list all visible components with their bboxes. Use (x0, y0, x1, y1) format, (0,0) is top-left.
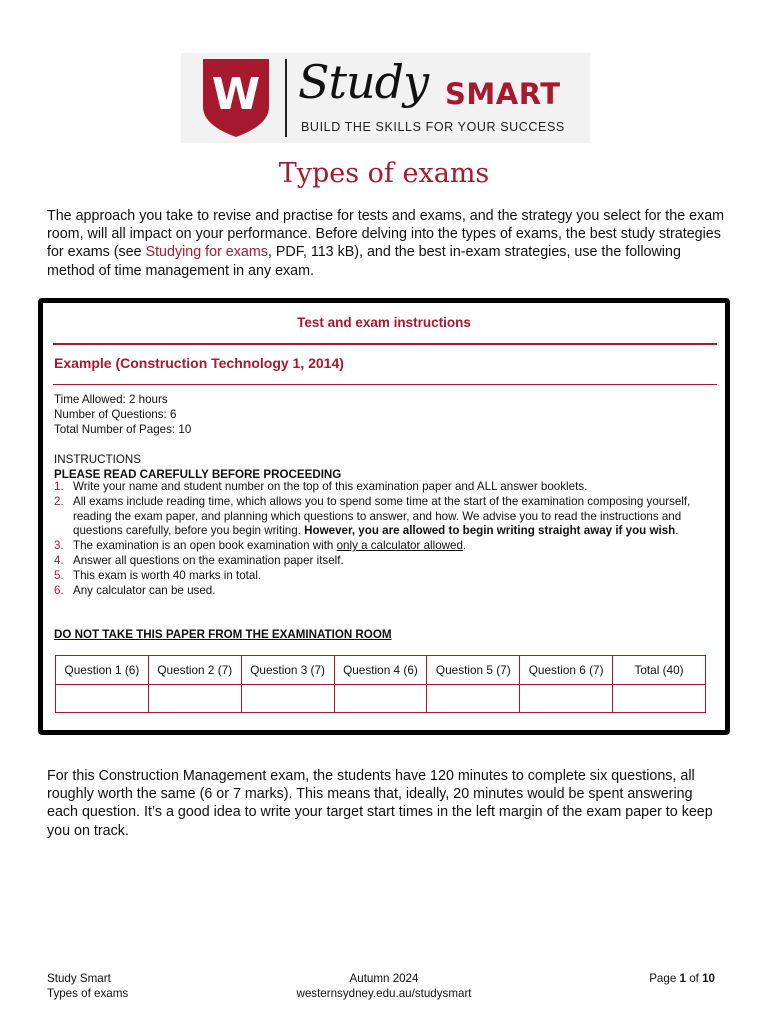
list-item (54, 554, 704, 569)
intro-paragraph (47, 207, 727, 280)
table-cell-empty (613, 685, 706, 713)
exam-facts (54, 392, 191, 437)
list-number: 1. (54, 480, 64, 493)
exam-instructions-box (38, 298, 730, 735)
example-heading: Example (Construction Technology 1, 2014) (54, 355, 344, 371)
list-text: All exams include reading time, which allows you to spend some time at the start of the examination composing yourself, reading the exam paper, and planning which questions to answer, and how. We advise you to read the instructions and questions carefully, before you begin writing. (73, 494, 691, 538)
table-cell-empty (148, 685, 241, 713)
instructions-title: INSTRUCTIONS (54, 453, 141, 466)
list-text: Answer all questions on the examination paper itself. (73, 553, 344, 567)
list-item (54, 584, 704, 599)
list-end: . (462, 539, 467, 553)
table-header-cell: Question 3 (7) (241, 656, 334, 685)
list-underlined-text: only a calculator allowed (336, 539, 463, 553)
page-label: Page (649, 972, 680, 985)
footer-document-title: Types of exams (47, 986, 129, 1000)
studying-for-exams-link[interactable]: Studying for exams (145, 244, 268, 261)
western-sydney-shield-icon (201, 57, 271, 139)
page-title: Types of exams (278, 158, 490, 189)
list-number: 2. (54, 494, 64, 508)
list-number: 5. (54, 568, 64, 582)
table-header-cell: Question 4 (6) (334, 656, 427, 685)
list-item (54, 569, 704, 584)
instructions-heading (54, 453, 341, 482)
list-text: The examination is an open book examination with (73, 539, 337, 553)
list-text: Write your name and student number on the top of this examination paper and ALL answer booklets. (73, 480, 588, 493)
table-cell-empty (241, 685, 334, 713)
footer-page-number (649, 972, 715, 987)
page-of: of (685, 972, 703, 985)
intro-text-end: , PDF, 113 kB), and the best in-exam strategies, use the following method of time management in any exam. (47, 244, 681, 279)
logo-divider (285, 59, 287, 137)
fact-total-pages: Total Number of Pages: 10 (54, 423, 192, 436)
list-item (54, 480, 704, 495)
logo-letter: W (211, 69, 261, 120)
table-cell-empty (56, 685, 149, 713)
warning-text: DO NOT TAKE THIS PAPER FROM THE EXAMINATION ROOM (54, 628, 392, 641)
list-number: 4. (54, 553, 64, 567)
list-number: 3. (54, 539, 64, 553)
table-header-cell: Question 5 (7) (427, 656, 520, 685)
table-header-cell: Question 1 (6) (56, 656, 149, 685)
fact-number-of-questions: Number of Questions: 6 (54, 408, 177, 421)
list-text: Any calculator can be used. (73, 583, 216, 597)
table-row (56, 685, 706, 713)
logo-tagline: BUILD THE SKILLS FOR YOUR SUCCESS (301, 120, 565, 134)
table-header-cell: Question 2 (7) (148, 656, 241, 685)
intro-text-start: The approach you take to revise and practise for tests and exams, and the strategy you select for the exam room, will all impact on your performance. Before delving into the types of exams, the best study strategies for exams (see (47, 208, 725, 261)
list-text: This exam is worth 40 marks in total. (73, 568, 262, 582)
instructions-subtitle: PLEASE READ CAREFULLY BEFORE PROCEEDING (54, 467, 342, 481)
footer-url: westernsydney.edu.au/studysmart (296, 986, 472, 1000)
fact-time-allowed: Time Allowed: 2 hours (54, 393, 168, 406)
heading-divider (53, 343, 717, 345)
page-total: 10 (702, 972, 715, 985)
table-header-cell: Question 6 (7) (520, 656, 613, 685)
page-current: 1 (679, 972, 686, 985)
logo-wordmark-smart: SMART (445, 77, 561, 111)
list-end: . (675, 524, 679, 538)
table-cell-empty (427, 685, 520, 713)
list-item (54, 539, 704, 554)
table-header-cell: Total (40) (613, 656, 706, 685)
example-divider (53, 384, 717, 385)
time-management-paragraph: For this Construction Management exam, the students have 120 minutes to complete six questions, all roughly worth the same (6 or 7 marks). This means that, ideally, 20 minutes would be spent answering each question. It’s a good idea to write your target start times in the left margin of the exam paper to keep you on track. (47, 768, 713, 839)
table-header-row (56, 656, 706, 685)
instructions-list (54, 480, 704, 598)
box-title: Test and exam instructions (297, 315, 471, 330)
footer-series: Study Smart (47, 972, 111, 985)
logo-wordmark-study: Study (298, 55, 429, 109)
footer-term: Autumn 2024 (349, 972, 419, 985)
table-cell-empty (520, 685, 613, 713)
list-item (54, 495, 704, 539)
marks-table (55, 655, 706, 713)
study-smart-logo (181, 53, 590, 143)
list-number: 6. (54, 583, 64, 597)
table-cell-empty (334, 685, 427, 713)
list-bold-text: However, you are allowed to begin writing straight away if you wish (304, 524, 676, 538)
